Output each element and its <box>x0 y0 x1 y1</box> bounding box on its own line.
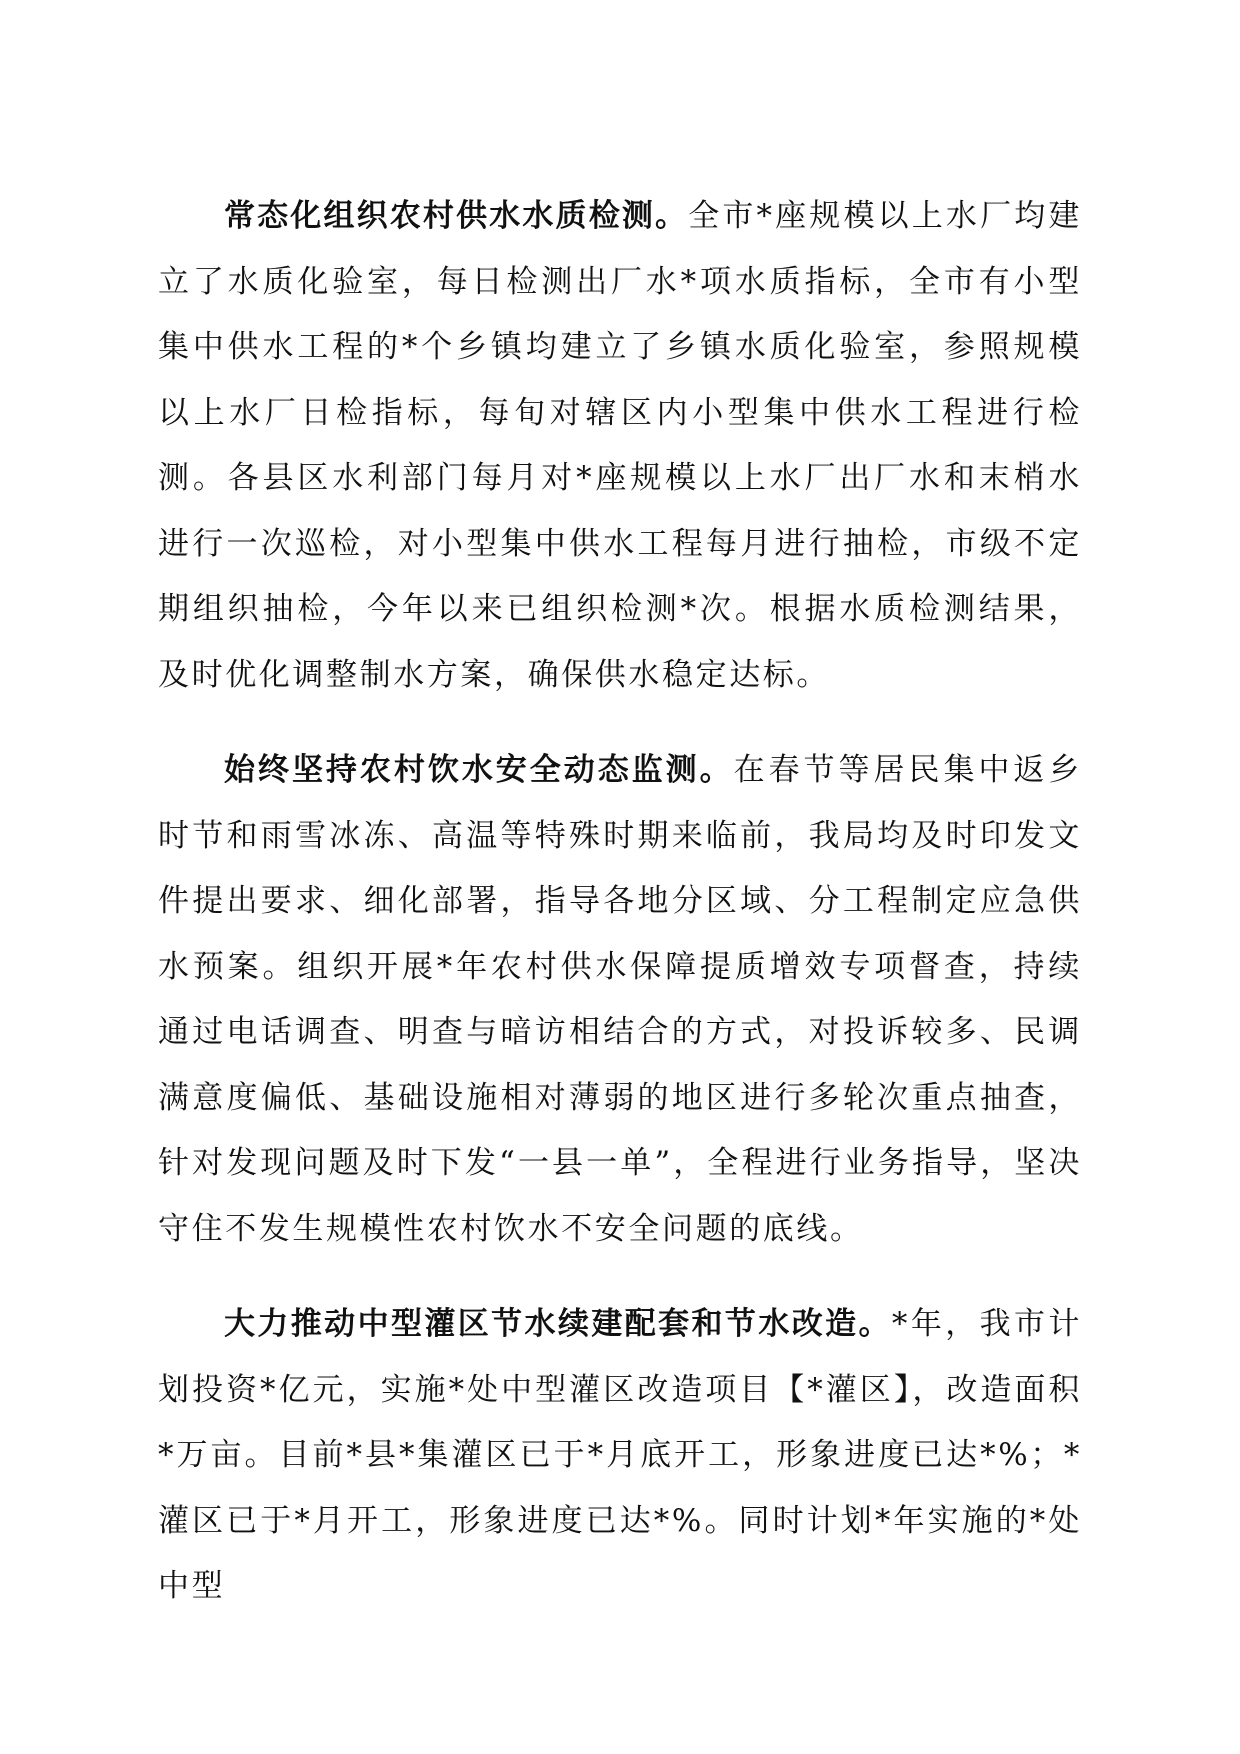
paragraph-safety-monitoring <box>158 738 1082 1262</box>
paragraph-text: *年，我市计划投资*亿元，实施*处中型灌区改造项目【*灌区】，改造面积*万亩。目前*县*集灌区已于*月底开工，形象进度已达*%；*灌区已于*月开工，形象进度已达*%。同时计划*年实施的*处中型 <box>158 1306 1082 1604</box>
paragraph-heading: 始终坚持农村饮水安全动态监测。 <box>224 752 734 788</box>
paragraph-heading: 常态化组织农村供水水质检测。 <box>224 198 689 234</box>
paragraph-text: 在春节等居民集中返乡时节和雨雪冰冻、高温等特殊时期来临前，我局均及时印发文件提出要求、细化部署，指导各地分区域、分工程制定应急供水预案。组织开展*年农村供水保障提质增效专项督查，持续通过电话调查、明查与暗访相结合的方式，对投诉较多、民调满意度偏低、基础设施相对薄弱的地区进行多轮次重点抽查，针对发现问题及时下发“一县一单”，全程进行业务指导，坚决守住不发生规模性农村饮水不安全问题的底线。 <box>158 752 1082 1247</box>
document-body <box>158 184 1082 1620</box>
paragraph-irrigation-renovation <box>158 1292 1082 1620</box>
paragraph-water-quality-testing <box>158 184 1082 708</box>
paragraph-heading: 大力推动中型灌区节水续建配套和节水改造。 <box>224 1306 892 1342</box>
paragraph-text: 全市*座规模以上水厂均建立了水质化验室，每日检测出厂水*项水质指标，全市有小型集中供水工程的*个乡镇均建立了乡镇水质化验室，参照规模以上水厂日检指标，每旬对辖区内小型集中供水工程进行检测。各县区水利部门每月对*座规模以上水厂出厂水和末梢水进行一次巡检，对小型集中供水工程每月进行抽检，市级不定期组织抽检，今年以来已组织检测*次。根据水质检测结果，及时优化调整制水方案，确保供水稳定达标。 <box>158 198 1082 693</box>
